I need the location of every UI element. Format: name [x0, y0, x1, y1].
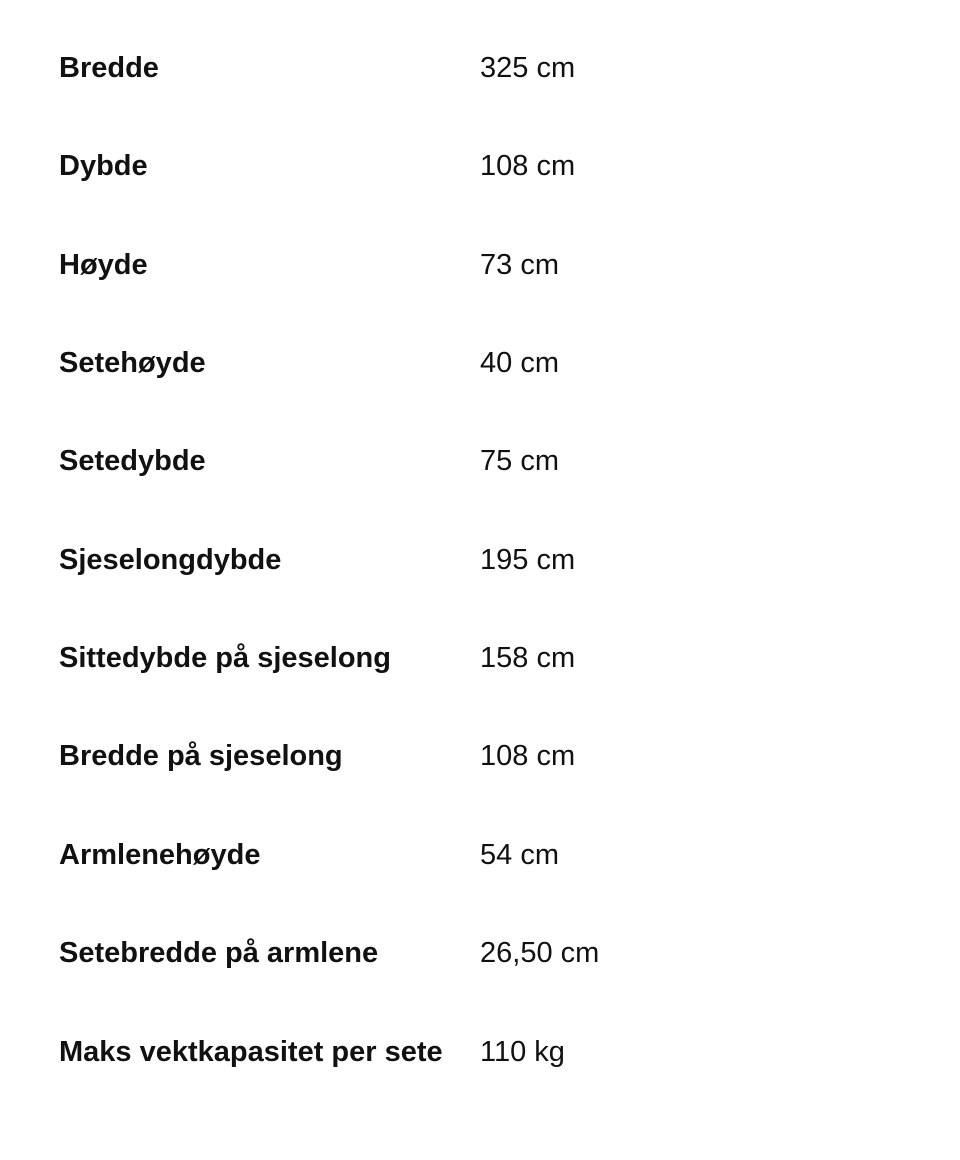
spec-label: Dybde	[59, 150, 148, 182]
spec-label: Bredde på sjeselong	[59, 740, 343, 772]
spec-value: 73 cm	[480, 249, 559, 281]
spec-label: Høyde	[59, 249, 148, 281]
spec-value: 325 cm	[480, 52, 576, 84]
spec-value: 195 cm	[480, 544, 576, 576]
spec-label: Bredde	[59, 52, 159, 84]
spec-value: 54 cm	[480, 839, 559, 871]
spec-label: Setedybde	[59, 445, 206, 477]
spec-value: 108 cm	[480, 740, 576, 772]
spec-value: 26,50 cm	[480, 937, 600, 969]
spec-label: Sjeselongdybde	[59, 544, 282, 576]
spec-label: Sittedybde på sjeselong	[59, 642, 391, 674]
spec-value: 110 kg	[480, 1036, 565, 1068]
spec-label: Setebredde på armlene	[59, 937, 379, 969]
spec-value: 75 cm	[480, 445, 559, 477]
spec-label: Armlenehøyde	[59, 839, 261, 871]
spec-label: Maks vektkapasitet per sete	[59, 1036, 443, 1068]
spec-value: 158 cm	[480, 642, 576, 674]
spec-value: 40 cm	[480, 347, 559, 379]
spec-value: 108 cm	[480, 150, 576, 182]
spec-label: Setehøyde	[59, 347, 206, 379]
